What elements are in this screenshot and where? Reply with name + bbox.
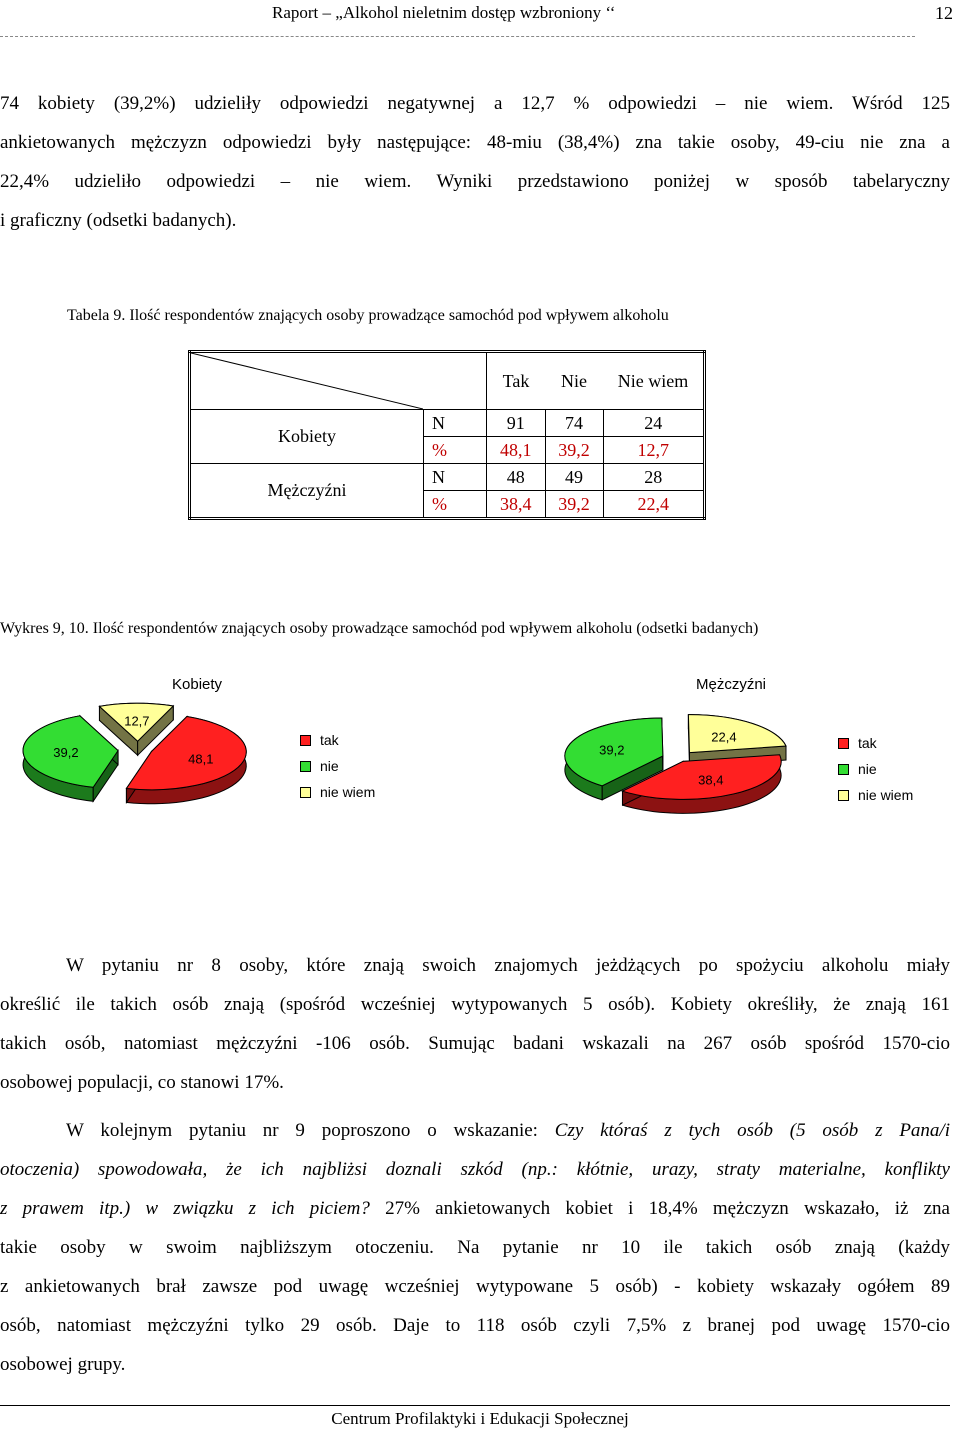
chart-title-kobiety: Kobiety: [172, 676, 223, 693]
table-cell: 28: [603, 464, 705, 491]
legend-item: [838, 756, 913, 782]
group-label: Mężczyźni: [190, 464, 424, 519]
diagonal-line: [191, 353, 423, 409]
question-text: Czy któraś z tych osób (5 osób z Pana/i: [554, 1120, 950, 1141]
legend-label: tak: [858, 735, 877, 751]
table-header-cell: Nie: [545, 352, 603, 410]
legend-label: nie wiem: [320, 784, 376, 800]
legend-item: [300, 727, 375, 753]
table-cell: 22,4: [603, 491, 705, 519]
data-table: [188, 350, 706, 520]
text-run: W kolejnym pytaniu nr 9 poproszono o wskazanie:: [66, 1120, 555, 1141]
text-run: osób, natomiast mężczyźni tylko 29 osób. Daje to 118 osób czyli 7,5% z branej pod uwagę 1570-cio: [0, 1315, 950, 1336]
table-cell: 48: [487, 464, 546, 491]
paragraph-3: [0, 1111, 950, 1384]
legend-item: [838, 782, 913, 808]
paragraph-line: [0, 1267, 950, 1306]
legend-item: [300, 779, 375, 805]
paragraph-line: takich osób, natomiast mężczyźni -106 osób. Sumując badani wskazali na 267 osób spośród 1570-cio: [0, 1033, 950, 1054]
paragraph-line: [0, 1111, 950, 1150]
table-cell: 74: [545, 410, 603, 437]
data-label: 12,7: [124, 713, 150, 729]
legend-item: [300, 753, 375, 779]
group-label: Kobiety: [190, 410, 424, 464]
table-cell: 12,7: [603, 437, 705, 464]
data-label: 48,1: [188, 751, 214, 767]
legend-mezczyzni: [838, 730, 913, 808]
paragraph-line: osobowej populacji, co stanowi 17%.: [0, 1072, 284, 1093]
paragraph-line: [0, 1228, 950, 1267]
table-corner-cell: [190, 352, 487, 410]
table-cell: 49: [545, 464, 603, 491]
table-header-cell: Tak: [487, 352, 546, 410]
paragraph-line: 74 kobiety (39,2%) udzieliły odpowiedzi negatywnej a 12,7 % odpowiedzi – nie wiem. Wśród 125: [0, 93, 950, 114]
intro-paragraph: [0, 84, 950, 240]
data-label: 22,4: [711, 729, 737, 745]
data-label: 39,2: [599, 742, 625, 758]
header-title: Raport – „Alkohol nieletnim dostęp wzbroniony ‘‘: [272, 3, 616, 22]
legend-label: nie: [320, 758, 339, 774]
data-label: 39,2: [53, 745, 79, 761]
text-run: takie osoby w swoim najbliższym otoczeniu. Na pytanie nr 10 ile takich osób znają (każdy: [0, 1237, 950, 1258]
legend-swatch: [300, 735, 311, 746]
text-run: 27% ankietowanych kobiet i 18,4% mężczyzn wskazało, iż zna: [369, 1198, 950, 1219]
legend-swatch: [300, 761, 311, 772]
legend-kobiety: [300, 727, 375, 805]
question-text: otoczenia) spowodowała, że ich najbliżsi doznali szkód (np.: kłótnie, urazy, straty materialne, konflikty: [0, 1159, 950, 1180]
table-cell: 48,1: [487, 437, 546, 464]
unit-cell: N: [424, 464, 487, 491]
legend-swatch: [300, 787, 311, 798]
unit-cell: N: [424, 410, 487, 437]
table-cell: 38,4: [487, 491, 546, 519]
unit-cell: %: [424, 437, 487, 464]
page-number: 12: [935, 3, 953, 23]
text-run: osobowej grupy.: [0, 1354, 126, 1375]
table-cell: 91: [487, 410, 546, 437]
table-header-cell: Nie wiem: [603, 352, 705, 410]
legend-swatch: [838, 738, 849, 749]
table-cell: 24: [603, 410, 705, 437]
footer-divider: [0, 1405, 950, 1406]
table-caption: Tabela 9. Ilość respondentów znających osoby prowadzące samochód pod wpływem alkoholu: [67, 307, 669, 324]
legend-label: nie: [858, 761, 877, 777]
table-cell: 39,2: [545, 491, 603, 519]
text-run: z ankietowanych brał zawsze pod uwagę wcześniej wytypowane 5 osób) - kobiety wskazały ogółem 89: [0, 1276, 950, 1297]
pie-slice: [688, 715, 786, 753]
paragraph-line: W pytaniu nr 8 osoby, które znają swoich znajomych jeżdżących po spożyciu alkoholu miały: [66, 955, 950, 976]
paragraph-line: [0, 1150, 950, 1189]
legend-label: nie wiem: [858, 787, 914, 803]
paragraph-line: i graficzny (odsetki badanych).: [0, 210, 237, 231]
paragraph-line: [0, 1306, 950, 1345]
paragraph-line: określić ile takich osób znają (spośród wcześniej wytypowanych 5 osób). Kobiety określiły, że znają 161: [0, 994, 950, 1015]
unit-cell: %: [424, 491, 487, 519]
page-header: [0, 0, 960, 40]
table-cell: 39,2: [545, 437, 603, 464]
pie-chart-kobiety: [20, 700, 280, 820]
chart-title-mezczyzni: Mężczyźni: [696, 676, 767, 693]
legend-label: tak: [320, 732, 339, 748]
paragraph-line: ankietowanych mężczyzn odpowiedzi były następujące: 48-miu (38,4%) zna takie osoby, 49-ciu nie zna a: [0, 132, 950, 153]
question-text: z prawem itp.) w związku z ich piciem?: [0, 1198, 370, 1219]
page-footer: Centrum Profilaktyki i Edukacji Społecznej: [331, 1409, 629, 1428]
paragraph-2: [0, 946, 950, 1102]
charts-caption: Wykres 9, 10. Ilość respondentów znających osoby prowadzące samochód pod wpływem alkoholu (odsetki badanych): [0, 620, 759, 637]
legend-swatch: [838, 790, 849, 801]
legend-swatch: [838, 764, 849, 775]
legend-item: [838, 730, 913, 756]
data-label: 38,4: [698, 772, 724, 788]
paragraph-line: [0, 1189, 950, 1228]
header-divider: [0, 36, 915, 37]
pie-chart-mezczyzni: [530, 700, 800, 830]
paragraph-line: 22,4% udzieliło odpowiedzi – nie wiem. Wyniki przedstawiono poniżej w sposób tabelaryczny: [0, 171, 950, 192]
paragraph-line: [0, 1345, 950, 1384]
